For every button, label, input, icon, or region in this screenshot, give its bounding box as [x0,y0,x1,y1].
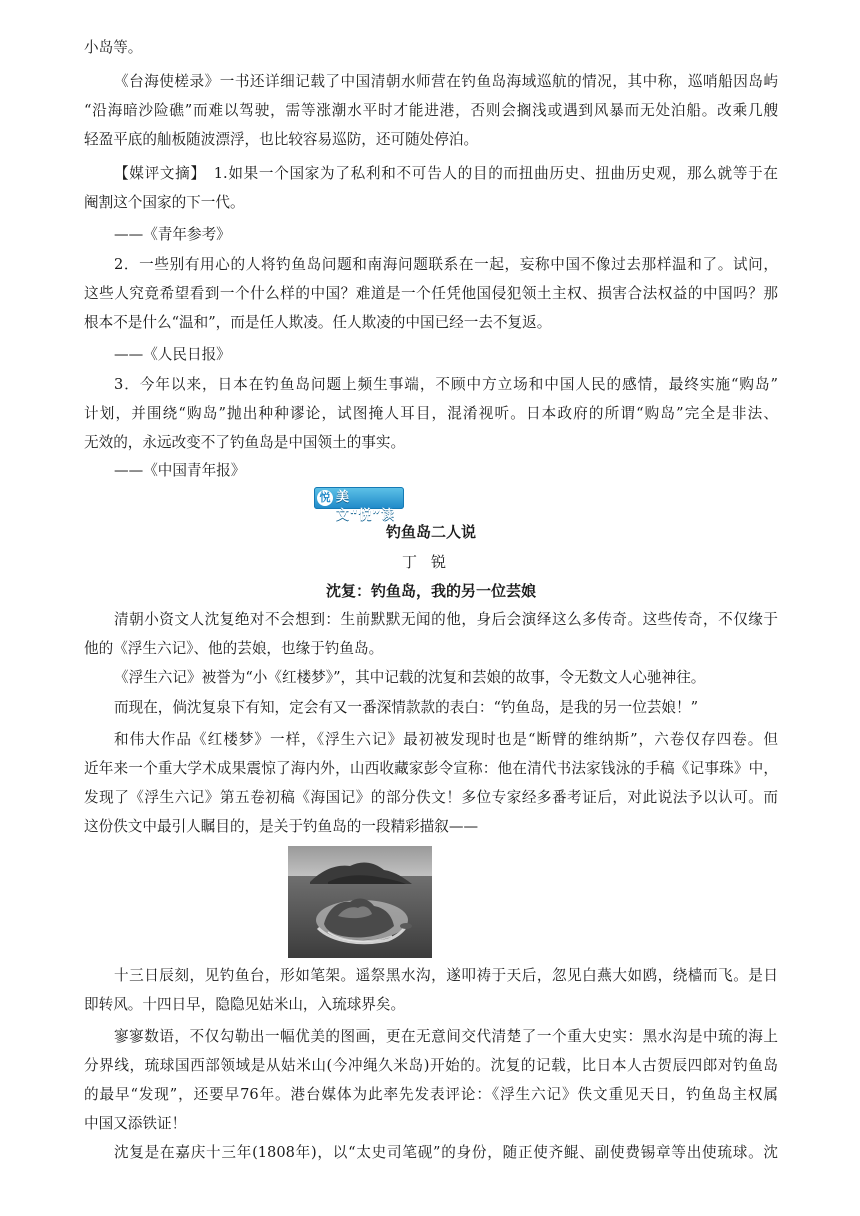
paragraph-line: 《浮生六记》被誉为“小《红楼梦》”，其中记载的沈复和芸娘的故事，令无数文人心驰神往。 [114,669,706,686]
source-citation: ——《人民日报》 [114,346,231,363]
paragraph-line: 沈复是在嘉庆十三年(1808年)，以“太史司笔砚”的身份，随正使齐鲲、副使费锡章等出使琉球。沈 [114,1144,778,1161]
quoted-passage: 十三日辰刻，见钓鱼台，形如笔架。遥祭黑水沟，遂叩祷于天后，忽见白燕大如鸥，绕樯而飞。是日 [114,967,778,984]
paragraph-line: 寥寥数语，不仅勾勒出一幅优美的图画，更在无意间交代清楚了一个重大史实：黑水沟是中琉的海上 [114,1028,778,1045]
media-review-heading: 【媒评文摘】 1.如果一个国家为了私利和不可告人的目的而扭曲历史、扭曲历史观，那么就等于在 [114,165,778,182]
paragraph-line: 阉割这个国家的下一代。 [84,194,245,211]
quoted-passage: 即转风。十四日早，隐隐见姑米山，入琉球界矣。 [84,996,406,1013]
paragraph-line: 而现在，倘沈复泉下有知，定会有又一番深情款款的表白：“钓鱼岛，是我的另一位芸娘！” [114,699,699,716]
article-subtitle: 沈复：钓鱼岛，我的另一位芸娘 [325,582,536,600]
paragraph-line: 根本不是什么“温和”，而是任人欺凌。任人欺凌的中国已经一去不复返。 [84,314,552,331]
paragraph-line: 的最早“发现”，还要早76年。港台媒体为此率先发表评论：《浮生六记》佚文重见天日，钓鱼岛主权属 [84,1086,778,1103]
paragraph-line: “沿海暗沙险礁”而难以驾驶，需等涨潮水平时才能进港，否则会搁浅或遇到风暴而无处泊船。改乘几艘 [84,102,778,119]
paragraph-line: 计划，并围绕“购岛”抛出种种谬论，试图掩人耳目，混淆视听。日本政府的所谓“购岛”完全是非法、 [84,405,778,422]
badge-label: 美文“悦”读 [336,490,395,523]
paragraph-line: 无效的，永远改变不了钓鱼岛是中国领土的事实。 [84,434,406,451]
paragraph-line: 3．今年以来，日本在钓鱼岛问题上频生事端，不顾中方立场和中国人民的感情，最终实施“购岛” [114,376,778,393]
paragraph-line: 他的《浮生六记》、他的芸娘，也缘于钓鱼岛。 [84,640,384,657]
paragraph-line: 2．一些别有用心的人将钓鱼岛问题和南海问题联系在一起，妄称中国不像过去那样温和了。试问， [114,256,778,273]
article-title: 钓鱼岛二人说 [385,523,476,541]
paragraph-line: 近年来一个重大学术成果震惊了海内外，山西收藏家彭令宣称：他在清代书法家钱泳的手稿《记事珠》中， [84,760,778,777]
island-photo [288,846,432,958]
source-citation: ——《青年参考》 [114,226,231,243]
paragraph-line: 《台海使槎录》一书还详细记载了中国清朝水师营在钓鱼岛海域巡航的情况，其中称，巡哨船因岛屿 [114,73,778,90]
island-photo-svg [288,846,432,958]
paragraph-line: 小岛等。 [84,39,143,56]
paragraph-line: 和伟大作品《红楼梦》一样，《浮生六记》最初被发现时也是“断臂的维纳斯”，六卷仅存四卷。但 [114,731,778,748]
paragraph-line: 分界线，琉球国西部领域是从姑米山(今冲绳久米岛)开始的。沈复的记载，比日本人古贺辰四郎对钓鱼岛 [84,1057,778,1074]
article-author: 丁锐 [401,553,460,571]
badge-icon: 悦 [317,490,333,506]
paragraph-line: 清朝小资文人沈复绝对不会想到：生前默默无闻的他，身后会演绎这么多传奇。这些传奇，不仅缘于 [114,611,778,628]
paragraph-line: 发现了《浮生六记》第五卷初稿《海国记》的部分佚文！多位专家经多番考证后，对此说法予以认可。而 [84,789,778,806]
source-citation: ——《中国青年报》 [114,462,246,479]
paragraph-line: 中国又添铁证！ [84,1115,187,1132]
section-badge [314,487,404,523]
paragraph-line: 轻盈平底的舢板随波漂浮，也比较容易巡防，还可随处停泊。 [84,131,479,148]
paragraph-line: 这些人究竟希望看到一个什么样的中国？难道是一个任凭他国侵犯领土主权、损害合法权益的中国吗？那 [84,285,778,302]
paragraph-line: 这份佚文中最引人瞩目的，是关于钓鱼岛的一段精彩描叙—— [84,818,479,835]
